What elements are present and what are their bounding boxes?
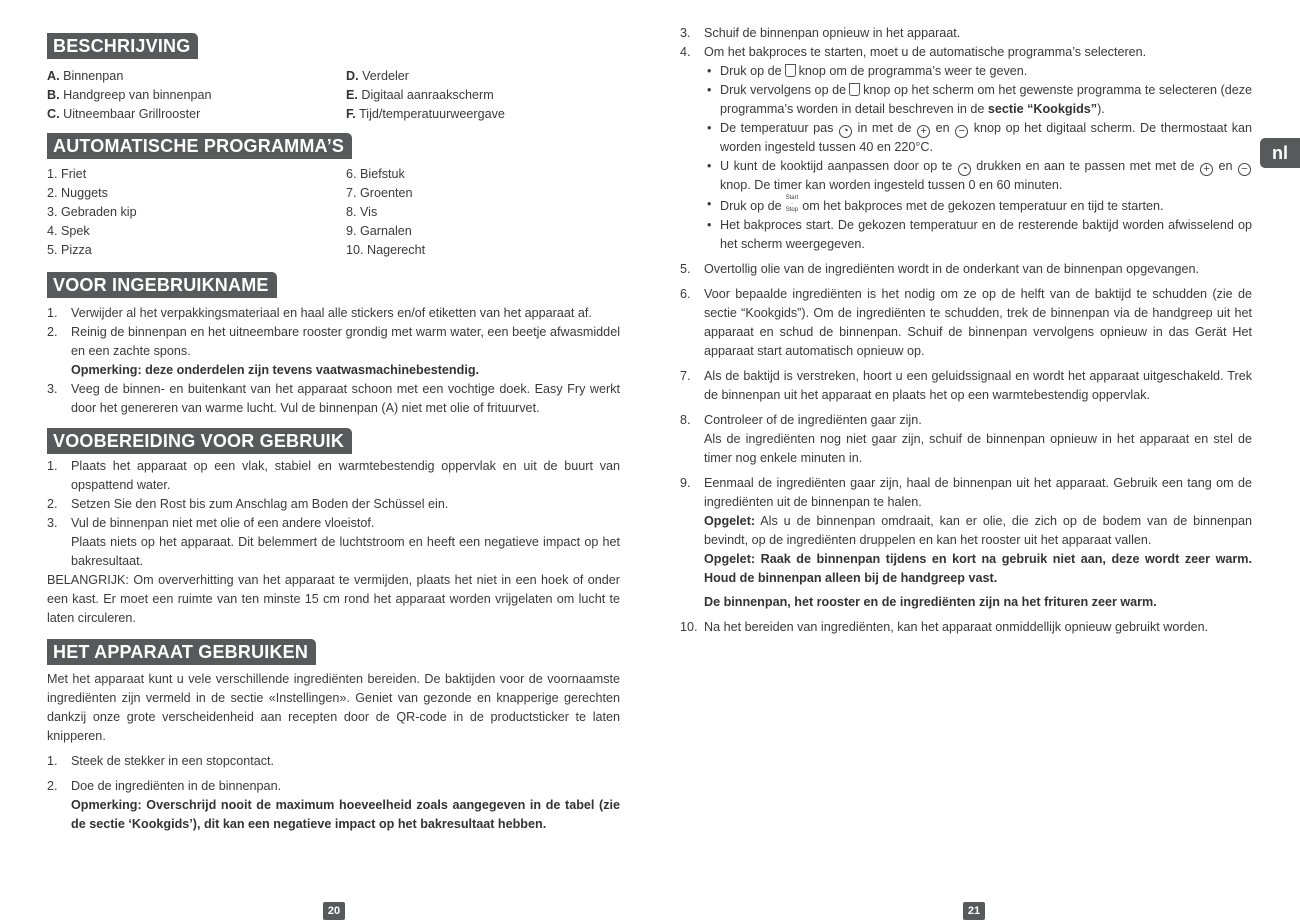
minus-icon: −: [955, 125, 968, 138]
step-4: 4. Om het bakproces te starten, moet u de automatische programma’s selecteren. • Druk op de knop om de programma’s weer te geven. • Druk vervolgens op de knop op het scherm om het gewenste programma te selecteren (deze programma’s worden in detail beschreven in de sectie “Kookgids”). • De temperatuur pas ◔ in met de + en − knop op het digitaal scherm. De thermostaat kan worden ingesteld tussen 40 en 220°C. • U kunt de kooktijd aanpassen door op te ◔ drukken en aan te passen met met de + en − knop. De timer kan worden ingesteld tussen 0 en 60 minuten. • Druk op deStart · Stop om het bakproces met de gekozen temperatuur en tijd te starten. • Het bakproces start. De gekozen temperatuur en de resterende baktijd worden afwisselend op het scherm weergegeven.: [680, 43, 1252, 254]
heading-gebruiken: HET APPARAAT GEBRUIKEN: [47, 639, 316, 665]
step-7: 7. Als de baktijd is verstreken, hoort u een geluidssignaal en wordt het apparaat uitgeschakeld. Trek de binnenpan uit het apparaat en plaats het op een warmtebestendig oppervlak.: [680, 369, 1252, 402]
list-item: 1. Plaats het apparaat op een vlak, stabiel en warmtebestendig oppervlak en uit de buurt van opspattend water.: [47, 459, 620, 492]
item-text: Plaats niets op het apparaat. Dit belemmert de luchtstroom en heeft een negatieve impact op het bakresultaat.: [71, 535, 620, 568]
part-item: D. Verdeler: [346, 69, 410, 83]
section-gebruiken: [47, 639, 620, 834]
step-8: 8. Controleer of de ingrediënten gaar zijn. Als de ingrediënten nog niet gaar zijn, schuif de binnenpan opnieuw in het apparaat en stel de timer nog enkele minuten in.: [680, 413, 1252, 465]
list-item: 3. Veeg de binnen- en buitenkant van het apparaat schoon met een vochtige doek. Easy Fry werkt door het genereren van warme lucht. Vul de binnenpan (A) niet met olie of frituurvet.: [47, 382, 620, 415]
heading-voor-ingebruikname: VOOR INGEBRUIKNAME: [47, 272, 277, 298]
section-beschrijving: [47, 33, 620, 124]
program-item: 8. Vis: [346, 205, 378, 219]
program-item: 6. Biefstuk: [346, 167, 405, 181]
item-text: Doe de ingrediënten in de binnenpan.: [71, 779, 282, 793]
bullet: • U kunt de kooktijd aanpassen door op te ◔ drukken en aan te passen met met de + en − knop. De timer kan worden ingesteld tussen 0 en 60 minuten.: [704, 157, 1252, 195]
bullet: • De temperatuur pas ◔ in met de + en − knop op het digitaal scherm. De thermostaat kan worden ingesteld tussen 40 en 220°C.: [707, 121, 1253, 154]
program-item: 5. Pizza: [47, 243, 92, 257]
plus-icon: +: [1200, 163, 1213, 176]
list-item: 2. Setzen Sie den Rost bis zum Anschlag am Boden der Schüssel ein.: [47, 497, 449, 511]
item-text: Om het bakproces te starten, moet u de automatische programma’s selecteren.: [704, 45, 1147, 59]
item-text: Reinig de binnenpan en het uitneembare rooster grondig met warm water, een beetje afwasmiddel en een zachte spons.: [71, 325, 620, 358]
bullet: • Druk op deStart · Stop om het bakproces met de gekozen temperatuur en tijd te starten.: [707, 195, 1164, 213]
list-item: 2. Reinig de binnenpan en het uitneembare rooster grondig met warm water, een beetje afwasmiddel en een zachte spons. Opmerking: deze onderdelen zijn tevens vaatwasmachinebestendig.: [47, 325, 620, 377]
minus-icon: −: [1238, 163, 1251, 176]
program-item: 9. Garnalen: [346, 224, 412, 238]
program-item: 10. Nagerecht: [346, 243, 426, 257]
note: Opmerking: deze onderdelen zijn tevens vaatwasmachinebestendig.: [71, 363, 480, 377]
important-note: BELANGRIJK: Om oververhitting van het apparaat te vermijden, plaats het niet in een hoek of onder een kast. Er moet een ruimte van ten minste 15 cm rond het apparaat worden vrijgelaten om lucht te laten circuleren.: [47, 573, 620, 625]
part-item: F. Tijd/temperatuurweergave: [346, 107, 505, 121]
parts-list: [47, 67, 620, 124]
bullet: • Het bakproces start. De gekozen temperatuur en de resterende baktijd worden afwisselend op het scherm weergegeven.: [707, 218, 1252, 251]
part-item: A. Binnenpan: [47, 69, 124, 83]
warning: Opgelet: Als u de binnenpan omdraait, kan er olie, die zich op de bodem van de binnenpan bevindt, op de ingrediënten druppelen en kan het rooster uit het apparaat vallen.: [704, 514, 1252, 547]
list-item: 1. Steek de stekker in een stopcontact.: [47, 754, 275, 768]
bullet: • Druk vervolgens op de knop op het scherm om het gewenste programma te selecteren (deze programma’s worden in detail beschreven in de sectie “Kookgids”).: [707, 83, 1252, 116]
part-item: C. Uitneembaar Grillrooster: [47, 107, 201, 121]
heading-programmas: AUTOMATISCHE PROGRAMMA’S: [47, 133, 352, 159]
program-item: 7. Groenten: [346, 186, 413, 200]
item-text: Vul de binnenpan niet met olie of een andere vloeistof.: [71, 516, 375, 530]
page-number: 20: [323, 902, 345, 920]
step-3: 3. Schuif de binnenpan opnieuw in het apparaat.: [680, 26, 961, 40]
program-button-icon: [849, 83, 860, 96]
warning: De binnenpan, het rooster en de ingrediënten zijn na het frituren zeer warm.: [704, 595, 1157, 609]
warning: Opgelet: Raak de binnenpan tijdens en kort na gebruik niet aan, deze wordt zeer warm. Houd de binnenpan alleen bij de handgreep vast.: [704, 552, 1252, 585]
note: Opmerking: Overschrijd nooit de maximum hoeveelheid zoals aangegeven in de tabel (zie de sectie ‘Kookgids’), dit kan een negatieve impact op het bakresultaat hebben.: [71, 798, 620, 831]
bullet: • Druk op de knop om de programma’s weer te geven.: [707, 64, 1028, 78]
list-item: 1. Verwijder al het verpakkingsmateriaal en haal alle stickers en/of etiketten van het apparaat af.: [47, 306, 592, 320]
program-item: 1. Friet: [47, 167, 87, 181]
section-voorbereiding: [47, 428, 620, 628]
step-10: 10. Na het bereiden van ingrediënten, kan het apparaat onmiddellijk opnieuw gebruikt worden.: [680, 620, 1209, 634]
part-item: B. Handgreep van binnenpan: [47, 88, 212, 102]
heading-voorbereiding: VOOBEREIDING VOOR GEBRUIK: [47, 428, 352, 454]
programs-list: [47, 165, 620, 260]
section-voor-ingebruikname: [47, 272, 620, 418]
plus-icon: +: [917, 125, 930, 138]
section-programmas: [47, 133, 620, 260]
list-item: 3. Vul de binnenpan niet met olie of een andere vloeistof. Plaats niets op het apparaat. Dit belemmert de luchtstroom en heeft een negatieve impact op het bakresultaat.: [47, 514, 620, 571]
language-tab: nl: [1260, 138, 1300, 168]
part-item: E. Digitaal aanraakscherm: [346, 88, 494, 102]
menu-button-icon: [785, 64, 796, 77]
step-6: 6. Voor bepaalde ingrediënten is het nodig om ze op de helft van de baktijd te schudden (zie de sectie “Kookgids”). Om de ingrediënten te schudden, trek de binnenpan via de handgreep uit het apparaat en schud de binnenpan. Schuif de binnenpan vervolgens opnieuw in das Gerät Het apparaat start automatisch opnieuw op.: [680, 287, 1252, 358]
page-number: 21: [963, 902, 985, 920]
intro-text: Met het apparaat kunt u vele verschillende ingrediënten bereiden. De baktijden voor de voornaamste ingrediënten zijn vermeld in de sectie «Instellingen». Geniet van gezonde en knapperige gerechten dankzij onze grote verscheidenheid aan recepten door de QR-code in de productsticker te laten knipperen.: [47, 672, 620, 743]
program-item: 2. Nuggets: [47, 186, 108, 200]
program-item: 4. Spek: [47, 224, 90, 238]
steps-continued: [680, 24, 1252, 637]
heading-beschrijving: BESCHRIJVING: [47, 33, 198, 59]
thermometer-clock-icon: ◔: [839, 125, 852, 138]
start-stop-icon: Start · Stop: [785, 195, 799, 213]
step-9: 9. Eenmaal de ingrediënten gaar zijn, haal de binnenpan uit het apparaat. Gebruik een tang om de ingrediënten uit de binnenpan te halen. Opgelet: Als u de binnenpan omdraait, kan er olie, die zich op de bodem van de binnenpan bevindt, op de ingrediënten druppelen en kan het rooster uit het apparaat vallen. Opgelet: Raak de binnenpan tijdens en kort na gebruik niet aan, deze wordt zeer warm. Houd de binnenpan alleen bij de handgreep vast. De binnenpan, het rooster en de ingrediënten zijn na het frituren zeer warm.: [680, 474, 1252, 612]
step-5: 5. Overtollig olie van de ingrediënten wordt in de onderkant van de binnenpan opgevangen.: [680, 262, 1200, 276]
program-item: 3. Gebraden kip: [47, 205, 137, 219]
timer-icon: ◔: [958, 163, 971, 176]
list-item: 2. Doe de ingrediënten in de binnenpan. Opmerking: Overschrijd nooit de maximum hoeveelheid zoals aangegeven in de tabel (zie de sectie ‘Kookgids’), dit kan een negatieve impact op het bakresultaat hebben.: [47, 779, 620, 831]
